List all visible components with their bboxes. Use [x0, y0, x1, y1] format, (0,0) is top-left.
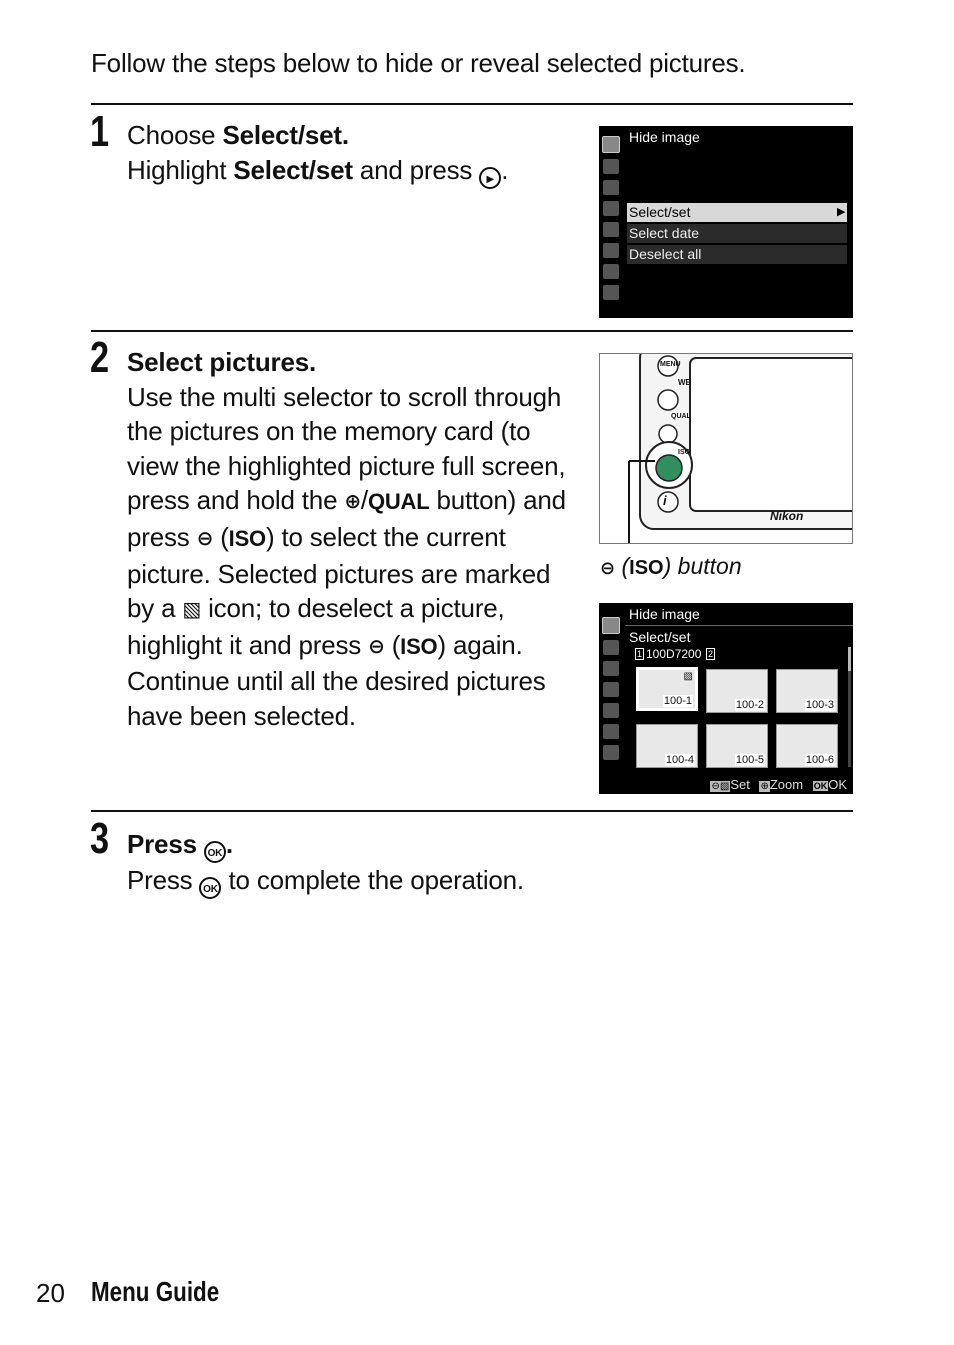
menu-sidebar — [599, 617, 623, 794]
section-title: Menu Guide — [91, 1276, 220, 1307]
thumbnail[interactable] — [636, 667, 698, 711]
screen-footer — [710, 777, 847, 792]
step-number: 1 — [90, 107, 110, 156]
custom-settings-icon — [603, 682, 619, 697]
thumbnail[interactable] — [776, 724, 838, 768]
my-menu-icon — [603, 264, 619, 279]
step-number: 3 — [90, 814, 110, 863]
ok-button-icon: OK — [199, 877, 221, 899]
step-title: Select pictures. — [127, 347, 316, 377]
ok-button-icon: OK — [813, 781, 828, 791]
ok-button-icon: OK — [204, 841, 226, 863]
thumbnail[interactable] — [636, 724, 698, 768]
thumbnail-zoom-out-icon: ⊖ — [600, 558, 616, 578]
punctuation: . — [225, 829, 233, 859]
camera-back-drawing — [600, 354, 853, 544]
thumbnail-zoom-out-icon: ⊖▧ — [711, 781, 730, 792]
step-line-bold: Select/set — [233, 154, 353, 185]
step-line: Highlight — [127, 154, 234, 185]
divider — [91, 330, 853, 332]
iso-button-caption: ⊖ (ISO) button — [600, 553, 742, 579]
footer-ok-label: OK — [828, 777, 847, 792]
brand-logo: Nikon — [770, 509, 804, 523]
step-title: Choose — [127, 120, 223, 150]
screen-header: Hide image — [629, 606, 700, 622]
punctuation: . — [501, 154, 509, 185]
step-body: ) to select the current picture. Selected pictures are marked by a — [127, 521, 551, 624]
chevron-right-icon: ▶ — [837, 206, 846, 218]
hide-image-thumbnail-screen — [599, 603, 853, 794]
step-title-bold: Select/set. — [222, 120, 349, 150]
retouch-menu-icon — [603, 724, 619, 739]
menu-item-select-set: Select/set — [627, 203, 847, 222]
zoom-in-icon: ⊕ — [344, 491, 361, 514]
iso-label: ISO — [629, 557, 664, 579]
qual-button-label: QUAL — [671, 413, 691, 420]
thumbnail-label: 100-4 — [665, 754, 694, 766]
divider — [91, 810, 853, 812]
iso-label: ISO — [228, 525, 266, 551]
divider — [91, 103, 853, 105]
thumbnail-zoom-out-icon: ⊖ — [368, 635, 385, 658]
thumbnail-label: 100-5 — [735, 754, 764, 766]
footer-zoom-label: Zoom — [769, 777, 804, 792]
camera-menu-screen — [599, 126, 853, 318]
step-3-text — [127, 827, 524, 899]
menu-item-deselect-all: Deselect all — [627, 245, 847, 264]
thumbnail-label: 100-1 — [663, 695, 692, 707]
step-title: Press — [127, 829, 204, 859]
step-body: button) and press — [127, 485, 566, 552]
step-body: icon; to deselect a picture, highlight it and press — [127, 593, 505, 660]
shooting-menu-icon — [603, 640, 619, 655]
step-number: 2 — [90, 333, 110, 382]
slot-2-icon: 2 — [708, 649, 714, 659]
footer-set-label: Set — [730, 777, 750, 792]
movie-menu-icon — [603, 661, 619, 676]
intro-text: Follow the steps below to hide or reveal selected pictures. — [91, 48, 746, 78]
step-1-text — [127, 118, 508, 189]
caption-text: ) button — [663, 553, 742, 579]
slot-1-icon: 1 — [637, 649, 643, 659]
iso-button-label: ISO — [678, 449, 691, 456]
setup-menu-icon — [603, 703, 619, 718]
step-line: to complete the operation. — [221, 865, 524, 895]
custom-settings-icon — [603, 201, 619, 216]
header-divider — [625, 625, 853, 626]
info-icon: i — [663, 493, 667, 508]
hidden-mark-icon: ▧ — [182, 599, 202, 622]
hidden-mark-icon: ▧ — [683, 671, 693, 682]
menu-item-select-date: Select date — [627, 224, 847, 243]
screen-subheader: Select/set — [629, 629, 691, 645]
qual-label: QUAL — [367, 489, 430, 515]
thumbnail[interactable] — [706, 669, 768, 713]
scrollbar-thumb[interactable] — [848, 647, 851, 671]
playback-menu-icon — [602, 617, 620, 634]
zoom-in-icon: ⊕ — [760, 781, 769, 792]
playback-menu-icon — [602, 136, 620, 153]
step-line: and press — [352, 154, 480, 185]
help-icon — [603, 285, 619, 300]
iso-label: ISO — [400, 633, 438, 659]
menu-sidebar — [599, 136, 623, 318]
step-2-text: Select pictures. Use the multi selector to scroll through the pictures on the memory card (to view the highlighted picture full screen, press and hold the ⊕/QUAL button) and press ⊖ (ISO) to select the current picture. Selected pictures are marked by a ▧ icon; to deselect a picture, highlight it and press ⊖ (ISO) again. Continue until all the desired pictures have been selected. — [127, 347, 566, 731]
step-body: Use the multi selector to scroll through the pictures on the memory card (to view the highlighted picture full screen, press and hold the — [127, 381, 566, 516]
thumbnail-label: 100-2 — [735, 699, 764, 711]
camera-back-illustration — [599, 353, 853, 544]
screen-header: Hide image — [629, 129, 700, 145]
retouch-menu-icon — [603, 243, 619, 258]
thumbnail[interactable] — [776, 669, 838, 713]
thumbnail-label: 100-6 — [805, 754, 834, 766]
step-line: Press — [127, 865, 200, 895]
folder-name: 100D7200 — [646, 647, 702, 661]
page-number: 20 — [36, 1278, 65, 1308]
wb-label: WB — [678, 378, 692, 387]
menu-button-label: MENU — [660, 361, 681, 368]
thumbnail[interactable] — [706, 724, 768, 768]
thumbnail-label: 100-3 — [805, 699, 834, 711]
multi-selector-right-icon: ▶ — [479, 167, 501, 189]
shooting-menu-icon — [603, 159, 619, 174]
setup-menu-icon — [603, 222, 619, 237]
movie-menu-icon — [603, 180, 619, 195]
my-menu-icon — [603, 745, 619, 760]
step-body: ) again. Continue until all the desired pictures have been selected. — [127, 629, 546, 731]
thumbnail-zoom-out-icon: ⊖ — [196, 527, 214, 550]
